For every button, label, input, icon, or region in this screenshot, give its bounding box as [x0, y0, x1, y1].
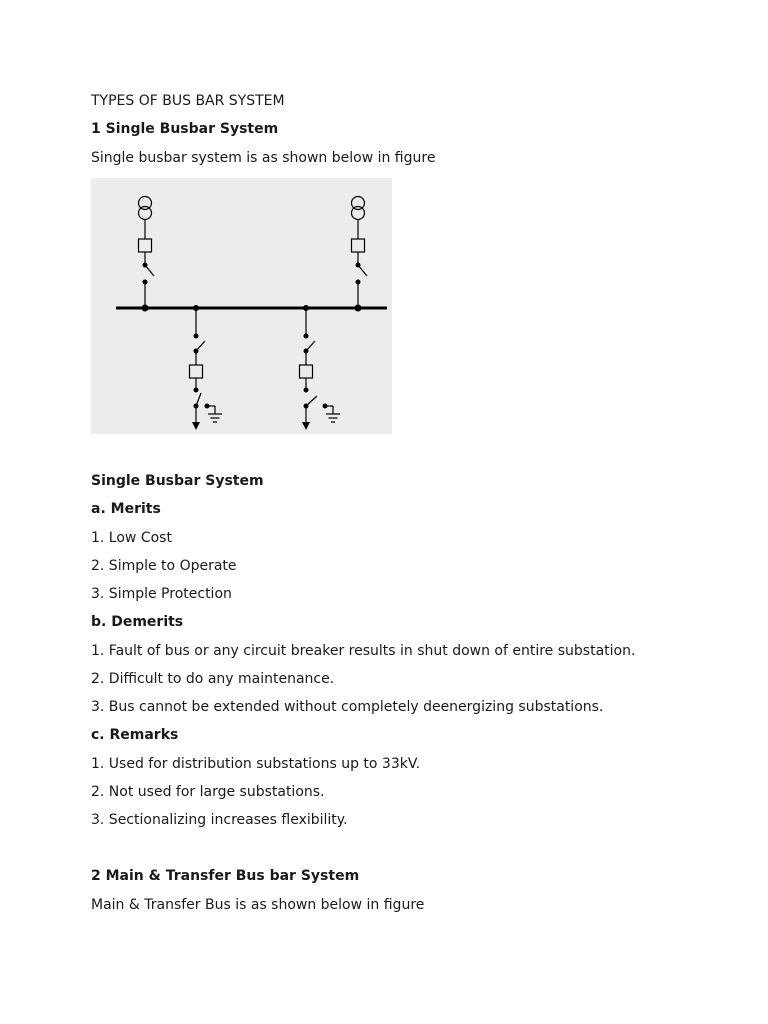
section-2-intro: Main & Transfer Bus is as shown below in figure	[91, 897, 425, 913]
demerits-item: 1. Fault of bus or any circuit breaker results in shut down of entire substation.	[91, 643, 636, 659]
demerits-item: 3. Bus cannot be extended without completely deenergizing substations.	[91, 699, 604, 715]
remarks-item: 2. Not used for large substations.	[91, 784, 325, 800]
section-1-intro: Single busbar system is as shown below in figure	[91, 150, 436, 166]
single-busbar-diagram-svg	[91, 178, 392, 434]
merits-item: 1. Low Cost	[91, 530, 172, 546]
document-heading: TYPES OF BUS BAR SYSTEM	[91, 93, 285, 109]
section-1-title: 1 Single Busbar System	[91, 121, 279, 137]
incoming-feeder-left	[139, 197, 155, 309]
figure-caption: Single Busbar System	[91, 473, 264, 489]
remarks-item: 3. Sectionalizing increases flexibility.	[91, 812, 348, 828]
merits-title: a. Merits	[91, 501, 161, 517]
demerits-item: 2. Difficult to do any maintenance.	[91, 671, 335, 687]
remarks-title: c. Remarks	[91, 727, 179, 743]
demerits-title: b. Demerits	[91, 614, 184, 630]
merits-item: 2. Simple to Operate	[91, 558, 237, 574]
merits-item: 3. Simple Protection	[91, 586, 232, 602]
section-2-title: 2 Main & Transfer Bus bar System	[91, 868, 360, 884]
incoming-feeder-right	[352, 197, 368, 309]
single-busbar-diagram	[91, 178, 392, 434]
remarks-item: 1. Used for distribution substations up to 33kV.	[91, 756, 421, 772]
